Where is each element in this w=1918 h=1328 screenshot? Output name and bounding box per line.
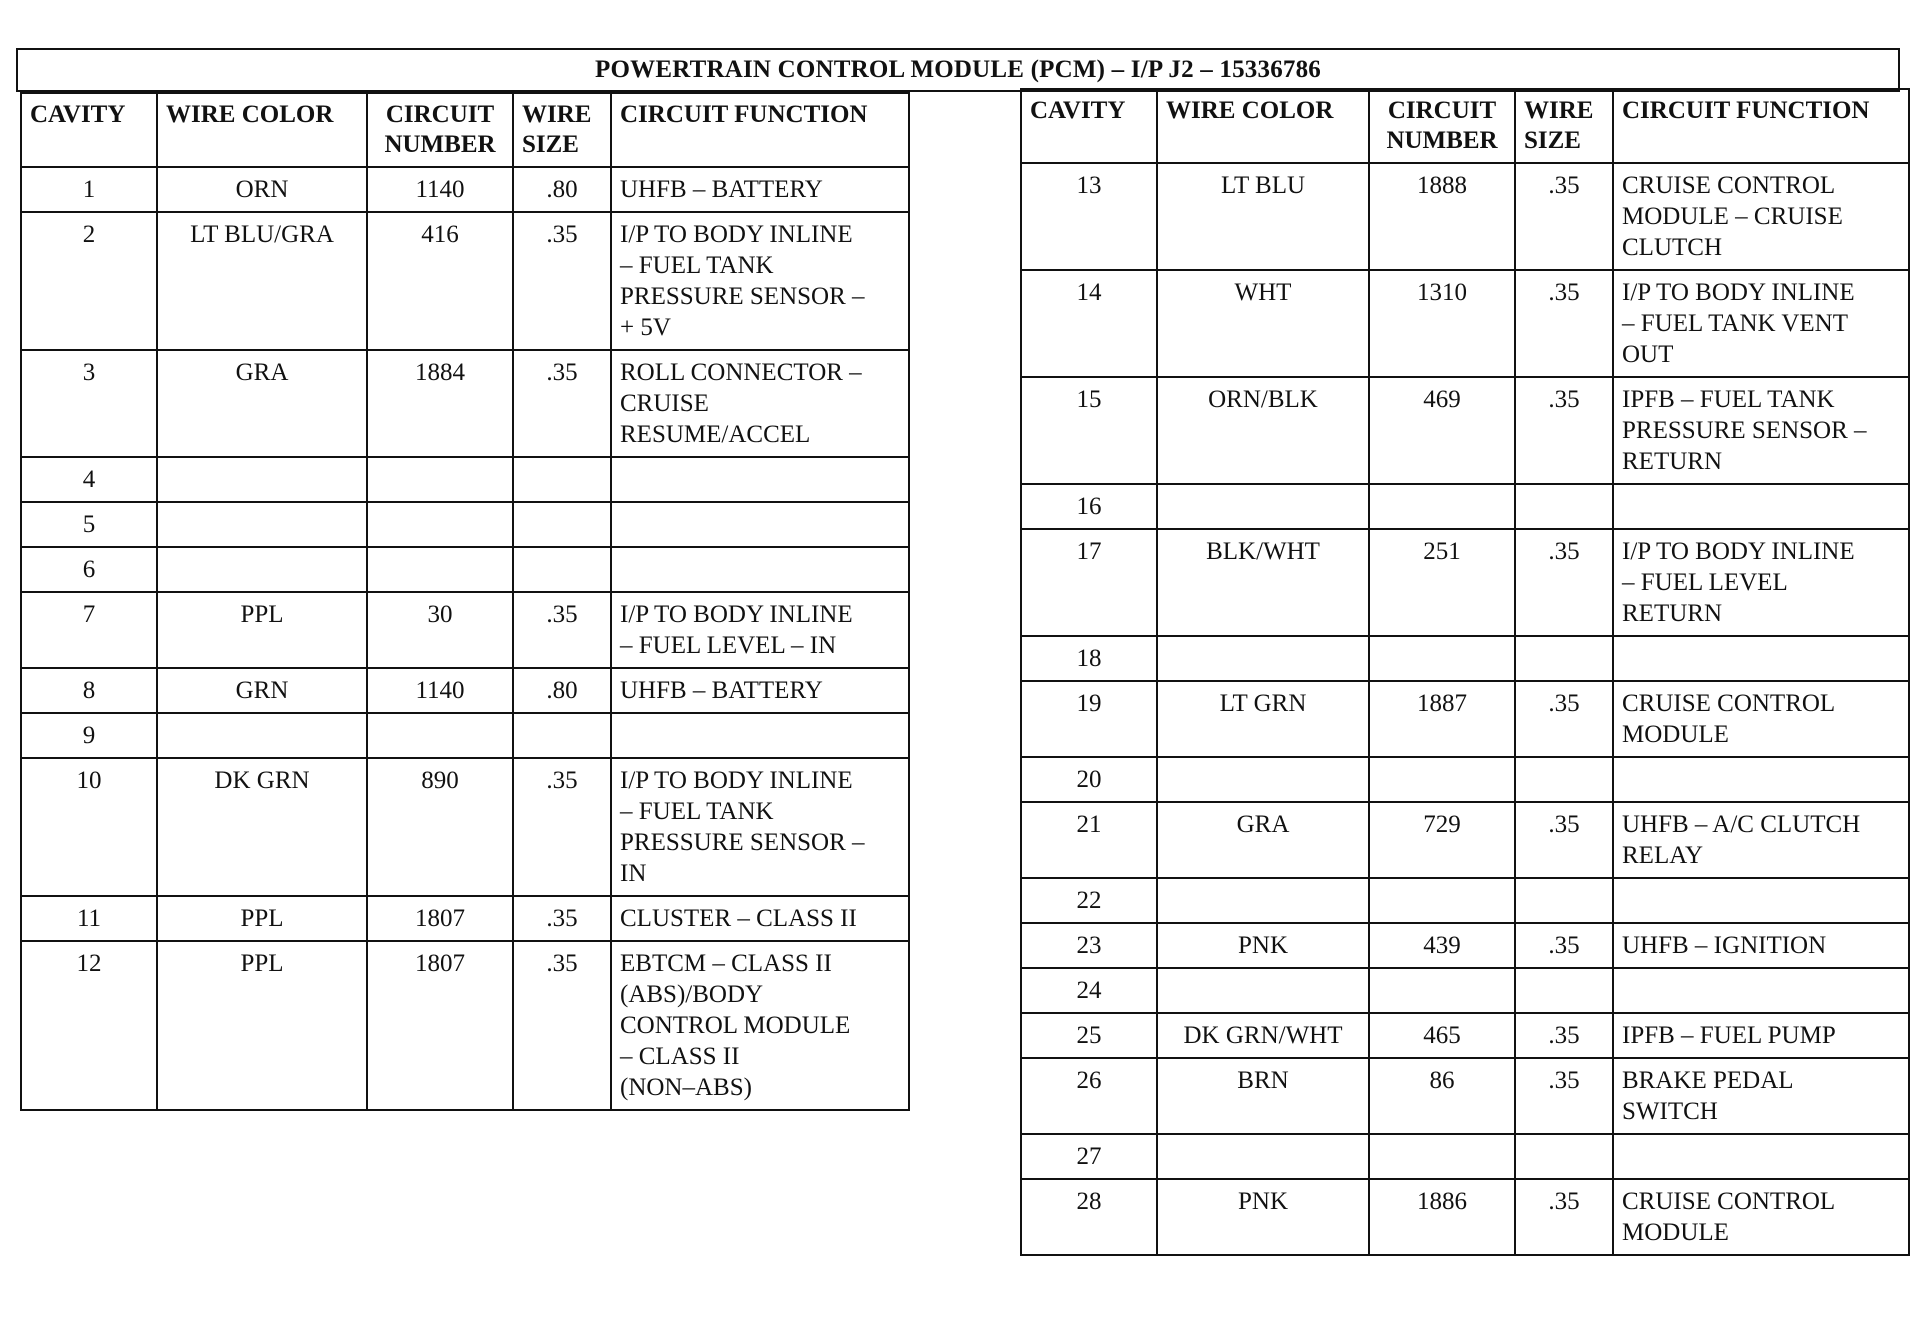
circuit-function-line: CRUISE CONTROL <box>1622 1188 1836 1215</box>
cell-wire-size <box>513 547 611 592</box>
cell-wire-size: .35 <box>1515 681 1613 757</box>
cell-cavity: 23 <box>1021 923 1157 968</box>
table-row <box>21 896 909 941</box>
circuit-function-line: MODULE <box>1622 721 1729 748</box>
cell-circuit-function <box>1613 529 1909 636</box>
cell-circuit-number: 469 <box>1369 377 1515 484</box>
cell-circuit-function <box>1613 878 1909 923</box>
cell-wire-color: DK GRN/WHT <box>1157 1013 1369 1058</box>
circuit-function-line: IPFB – FUEL PUMP <box>1622 1022 1836 1049</box>
table-row <box>21 167 909 212</box>
table-row <box>1021 923 1909 968</box>
circuit-function-line <box>1622 643 1902 674</box>
table-row <box>1021 1058 1909 1134</box>
table-row <box>21 547 909 592</box>
header-circuit-number-line1: CIRCUIT <box>385 101 495 128</box>
table-row <box>21 212 909 350</box>
circuit-function-line: CONTROL MODULE <box>620 1012 851 1039</box>
table-row <box>1021 757 1909 802</box>
header-wire-color: WIRE COLOR <box>157 93 367 167</box>
circuit-function-line: PRESSURE SENSOR – <box>620 283 865 310</box>
circuit-function-line: CRUISE <box>620 390 709 417</box>
cell-cavity: 21 <box>1021 802 1157 878</box>
circuit-function-line: – FUEL LEVEL – IN <box>620 632 837 659</box>
cell-wire-size <box>513 713 611 758</box>
cell-wire-size <box>513 457 611 502</box>
cell-cavity: 12 <box>21 941 157 1110</box>
cell-circuit-number: 86 <box>1369 1058 1515 1134</box>
header-circuit-function: CIRCUIT FUNCTION <box>1613 89 1909 163</box>
header-wire-size-line1: WIRE <box>1524 97 1594 124</box>
cell-circuit-function <box>611 941 909 1110</box>
cell-circuit-number: 1140 <box>367 167 513 212</box>
cell-wire-size: .35 <box>1515 163 1613 270</box>
cell-wire-size <box>513 502 611 547</box>
circuit-function-line: I/P TO BODY INLINE <box>620 221 853 248</box>
table-row <box>21 350 909 457</box>
cell-circuit-function <box>1613 968 1909 1013</box>
table-row <box>1021 1134 1909 1179</box>
circuit-function-line: RELAY <box>1622 842 1704 869</box>
cell-circuit-number: 729 <box>1369 802 1515 878</box>
cell-cavity: 26 <box>1021 1058 1157 1134</box>
cell-circuit-number <box>367 457 513 502</box>
cell-wire-size <box>1515 1134 1613 1179</box>
cell-wire-color <box>1157 968 1369 1013</box>
cell-wire-color <box>157 502 367 547</box>
cell-circuit-number: 416 <box>367 212 513 350</box>
cell-wire-size: .35 <box>513 350 611 457</box>
cell-circuit-function <box>1613 681 1909 757</box>
table-row <box>21 941 909 1110</box>
circuit-function-line: ROLL CONNECTOR – <box>620 359 862 386</box>
table-row <box>1021 529 1909 636</box>
header-row <box>1021 89 1909 163</box>
cell-wire-color: PNK <box>1157 1179 1369 1255</box>
cell-circuit-function <box>1613 923 1909 968</box>
cell-circuit-function <box>611 547 909 592</box>
cell-circuit-number: 1310 <box>1369 270 1515 377</box>
cell-wire-size: .35 <box>513 941 611 1110</box>
cell-wire-size <box>1515 757 1613 802</box>
table-row <box>1021 968 1909 1013</box>
cell-cavity: 14 <box>1021 270 1157 377</box>
cell-wire-color <box>157 713 367 758</box>
header-circuit-number <box>367 93 513 167</box>
cell-circuit-number <box>1369 757 1515 802</box>
header-wire-size-line2: SIZE <box>522 131 579 158</box>
table-row <box>1021 484 1909 529</box>
circuit-function-line: I/P TO BODY INLINE <box>1622 538 1855 565</box>
cell-wire-size <box>1515 968 1613 1013</box>
cell-circuit-function <box>1613 636 1909 681</box>
table-row <box>1021 377 1909 484</box>
cell-wire-color <box>1157 484 1369 529</box>
cell-wire-color: PNK <box>1157 923 1369 968</box>
cell-circuit-number <box>367 547 513 592</box>
cell-cavity: 13 <box>1021 163 1157 270</box>
cell-circuit-function <box>1613 1013 1909 1058</box>
cell-wire-color: BRN <box>1157 1058 1369 1134</box>
cell-cavity: 1 <box>21 167 157 212</box>
circuit-function-line: – FUEL LEVEL <box>1622 569 1788 596</box>
header-cavity: CAVITY <box>21 93 157 167</box>
circuit-function-line: – FUEL TANK VENT <box>1622 310 1849 337</box>
cell-circuit-function <box>611 758 909 896</box>
circuit-function-line <box>1622 975 1902 1006</box>
table-title: POWERTRAIN CONTROL MODULE (PCM) – I/P J2 – 15336786 <box>16 48 1900 92</box>
circuit-function-line: UHFB – A/C CLUTCH <box>1622 811 1861 838</box>
cell-cavity: 9 <box>21 713 157 758</box>
circuit-function-line <box>620 554 902 585</box>
cell-wire-size: .35 <box>513 896 611 941</box>
circuit-function-line: I/P TO BODY INLINE <box>1622 279 1855 306</box>
cell-cavity: 25 <box>1021 1013 1157 1058</box>
cell-wire-color <box>1157 757 1369 802</box>
cell-circuit-number <box>1369 878 1515 923</box>
circuit-function-line: I/P TO BODY INLINE <box>620 767 853 794</box>
cell-wire-color: ORN/BLK <box>1157 377 1369 484</box>
cell-circuit-function <box>611 668 909 713</box>
table-row <box>1021 1013 1909 1058</box>
cell-circuit-function <box>611 713 909 758</box>
cell-wire-size: .35 <box>513 212 611 350</box>
table-row <box>21 457 909 502</box>
circuit-function-line: IPFB – FUEL TANK <box>1622 386 1835 413</box>
header-row <box>21 93 909 167</box>
circuit-function-line: RESUME/ACCEL <box>620 421 811 448</box>
cell-circuit-number: 890 <box>367 758 513 896</box>
cell-circuit-function <box>1613 163 1909 270</box>
cell-wire-color: GRA <box>1157 802 1369 878</box>
circuit-function-line <box>620 509 902 540</box>
circuit-function-line: PRESSURE SENSOR – <box>620 829 865 856</box>
cell-wire-color <box>1157 878 1369 923</box>
cell-cavity: 3 <box>21 350 157 457</box>
cell-circuit-function <box>611 502 909 547</box>
cell-circuit-number: 1887 <box>1369 681 1515 757</box>
circuit-function-line: PRESSURE SENSOR – <box>1622 417 1867 444</box>
cell-circuit-number: 1886 <box>1369 1179 1515 1255</box>
table-row <box>1021 878 1909 923</box>
circuit-function-line: UHFB – BATTERY <box>620 176 823 203</box>
circuit-function-line: (NON–ABS) <box>620 1074 752 1101</box>
cell-cavity: 10 <box>21 758 157 896</box>
circuit-function-line: (ABS)/BODY <box>620 981 764 1008</box>
cell-circuit-number: 1807 <box>367 941 513 1110</box>
cell-wire-color <box>157 457 367 502</box>
cell-circuit-number <box>1369 1134 1515 1179</box>
cell-wire-color: BLK/WHT <box>1157 529 1369 636</box>
cell-wire-color: PPL <box>157 592 367 668</box>
circuit-function-line: MODULE <box>1622 1219 1729 1246</box>
circuit-function-line: CLUTCH <box>1622 234 1722 261</box>
cell-wire-size: .35 <box>513 758 611 896</box>
cell-wire-color <box>1157 1134 1369 1179</box>
cell-circuit-function <box>1613 377 1909 484</box>
cell-circuit-number: 1807 <box>367 896 513 941</box>
cell-circuit-number: 251 <box>1369 529 1515 636</box>
cell-wire-color: LT BLU <box>1157 163 1369 270</box>
cell-wire-size <box>1515 484 1613 529</box>
header-circuit-number-line1: CIRCUIT <box>1387 97 1497 124</box>
cell-wire-color: LT BLU/GRA <box>157 212 367 350</box>
cell-circuit-function <box>611 167 909 212</box>
table-row <box>21 502 909 547</box>
cell-cavity: 18 <box>1021 636 1157 681</box>
cell-wire-size: .35 <box>1515 377 1613 484</box>
cell-wire-size <box>1515 878 1613 923</box>
table-row <box>21 668 909 713</box>
circuit-function-line: RETURN <box>1622 448 1722 475</box>
cell-cavity: 24 <box>1021 968 1157 1013</box>
table-row <box>21 713 909 758</box>
circuit-function-line: CRUISE CONTROL <box>1622 172 1836 199</box>
cell-cavity: 7 <box>21 592 157 668</box>
cell-cavity: 2 <box>21 212 157 350</box>
cell-cavity: 5 <box>21 502 157 547</box>
header-circuit-number <box>1369 89 1515 163</box>
circuit-function-line <box>1622 764 1902 795</box>
cell-wire-size: .35 <box>1515 1058 1613 1134</box>
cell-wire-size <box>1515 636 1613 681</box>
cell-cavity: 16 <box>1021 484 1157 529</box>
circuit-function-line: + 5V <box>620 314 671 341</box>
circuit-function-line: BRAKE PEDAL <box>1622 1067 1794 1094</box>
cell-cavity: 8 <box>21 668 157 713</box>
table-row <box>1021 163 1909 270</box>
cell-wire-color: ORN <box>157 167 367 212</box>
circuit-function-line: SWITCH <box>1622 1098 1718 1125</box>
cell-circuit-function <box>1613 270 1909 377</box>
cell-cavity: 22 <box>1021 878 1157 923</box>
cell-cavity: 19 <box>1021 681 1157 757</box>
cell-wire-color: LT GRN <box>1157 681 1369 757</box>
cell-wire-color: WHT <box>1157 270 1369 377</box>
cell-circuit-function <box>611 592 909 668</box>
cell-wire-size: .80 <box>513 167 611 212</box>
cell-circuit-function <box>1613 1179 1909 1255</box>
circuit-function-line <box>620 720 902 751</box>
header-wire-size-line1: WIRE <box>522 101 592 128</box>
table-row <box>1021 1179 1909 1255</box>
circuit-function-line: I/P TO BODY INLINE <box>620 601 853 628</box>
cell-circuit-number: 30 <box>367 592 513 668</box>
cell-cavity: 15 <box>1021 377 1157 484</box>
cell-circuit-number <box>367 713 513 758</box>
circuit-function-line: CRUISE CONTROL <box>1622 690 1836 717</box>
cell-wire-size: .35 <box>1515 1179 1613 1255</box>
cell-circuit-function <box>611 457 909 502</box>
pin-rows-right <box>1021 163 1909 1255</box>
table-row <box>1021 636 1909 681</box>
cell-wire-size: .35 <box>1515 270 1613 377</box>
cell-cavity: 4 <box>21 457 157 502</box>
cell-circuit-number <box>1369 636 1515 681</box>
circuit-function-line: EBTCM – CLASS II <box>620 950 832 977</box>
cell-circuit-function <box>611 896 909 941</box>
header-wire-size-line2: SIZE <box>1524 127 1581 154</box>
pin-rows-left <box>21 167 909 1110</box>
pin-table-left <box>20 92 910 1111</box>
cell-circuit-function <box>611 212 909 350</box>
cell-wire-color: PPL <box>157 941 367 1110</box>
table-row <box>1021 681 1909 757</box>
circuit-function-line <box>1622 885 1902 916</box>
circuit-function-line: – FUEL TANK <box>620 798 774 825</box>
cell-circuit-number: 1884 <box>367 350 513 457</box>
cell-cavity: 11 <box>21 896 157 941</box>
cell-wire-size: .35 <box>513 592 611 668</box>
cell-wire-size: .35 <box>1515 923 1613 968</box>
table-row <box>1021 270 1909 377</box>
header-wire-size <box>1515 89 1613 163</box>
table-row <box>1021 802 1909 878</box>
circuit-function-line: – CLASS II <box>620 1043 740 1070</box>
circuit-function-line <box>1622 1141 1902 1172</box>
cell-wire-size: .35 <box>1515 802 1613 878</box>
cell-wire-size: .35 <box>1515 529 1613 636</box>
cell-circuit-number: 439 <box>1369 923 1515 968</box>
pin-table-right <box>1020 88 1910 1256</box>
cell-circuit-function <box>1613 1058 1909 1134</box>
cell-wire-color: GRA <box>157 350 367 457</box>
cell-circuit-function <box>1613 757 1909 802</box>
header-circuit-function: CIRCUIT FUNCTION <box>611 93 909 167</box>
header-circuit-number-line2: NUMBER <box>1386 127 1498 154</box>
circuit-function-line: RETURN <box>1622 600 1722 627</box>
cell-circuit-function <box>1613 802 1909 878</box>
cell-circuit-number <box>1369 968 1515 1013</box>
cell-wire-color: GRN <box>157 668 367 713</box>
cell-cavity: 6 <box>21 547 157 592</box>
header-wire-size <box>513 93 611 167</box>
circuit-function-line: MODULE – CRUISE <box>1622 203 1843 230</box>
circuit-function-line: OUT <box>1622 341 1674 368</box>
circuit-function-line: – FUEL TANK <box>620 252 774 279</box>
cell-cavity: 27 <box>1021 1134 1157 1179</box>
cell-wire-color <box>1157 636 1369 681</box>
header-wire-color: WIRE COLOR <box>1157 89 1369 163</box>
circuit-function-line <box>1622 491 1902 522</box>
cell-circuit-number <box>367 502 513 547</box>
table-row <box>21 592 909 668</box>
cell-wire-size: .80 <box>513 668 611 713</box>
cell-circuit-function <box>1613 1134 1909 1179</box>
circuit-function-line: IN <box>620 860 647 887</box>
header-cavity: CAVITY <box>1021 89 1157 163</box>
circuit-function-line: UHFB – IGNITION <box>1622 932 1827 959</box>
cell-circuit-number: 1140 <box>367 668 513 713</box>
cell-wire-color: DK GRN <box>157 758 367 896</box>
cell-cavity: 28 <box>1021 1179 1157 1255</box>
cell-circuit-function <box>611 350 909 457</box>
circuit-function-line <box>620 464 902 495</box>
circuit-function-line: CLUSTER – CLASS II <box>620 905 857 932</box>
cell-circuit-number: 1888 <box>1369 163 1515 270</box>
cell-circuit-number: 465 <box>1369 1013 1515 1058</box>
cell-circuit-function <box>1613 484 1909 529</box>
header-circuit-number-line2: NUMBER <box>384 131 496 158</box>
cell-circuit-number <box>1369 484 1515 529</box>
cell-wire-size: .35 <box>1515 1013 1613 1058</box>
cell-wire-color <box>157 547 367 592</box>
circuit-function-line: UHFB – BATTERY <box>620 677 823 704</box>
cell-wire-color: PPL <box>157 896 367 941</box>
cell-cavity: 20 <box>1021 757 1157 802</box>
cell-cavity: 17 <box>1021 529 1157 636</box>
table-row <box>21 758 909 896</box>
